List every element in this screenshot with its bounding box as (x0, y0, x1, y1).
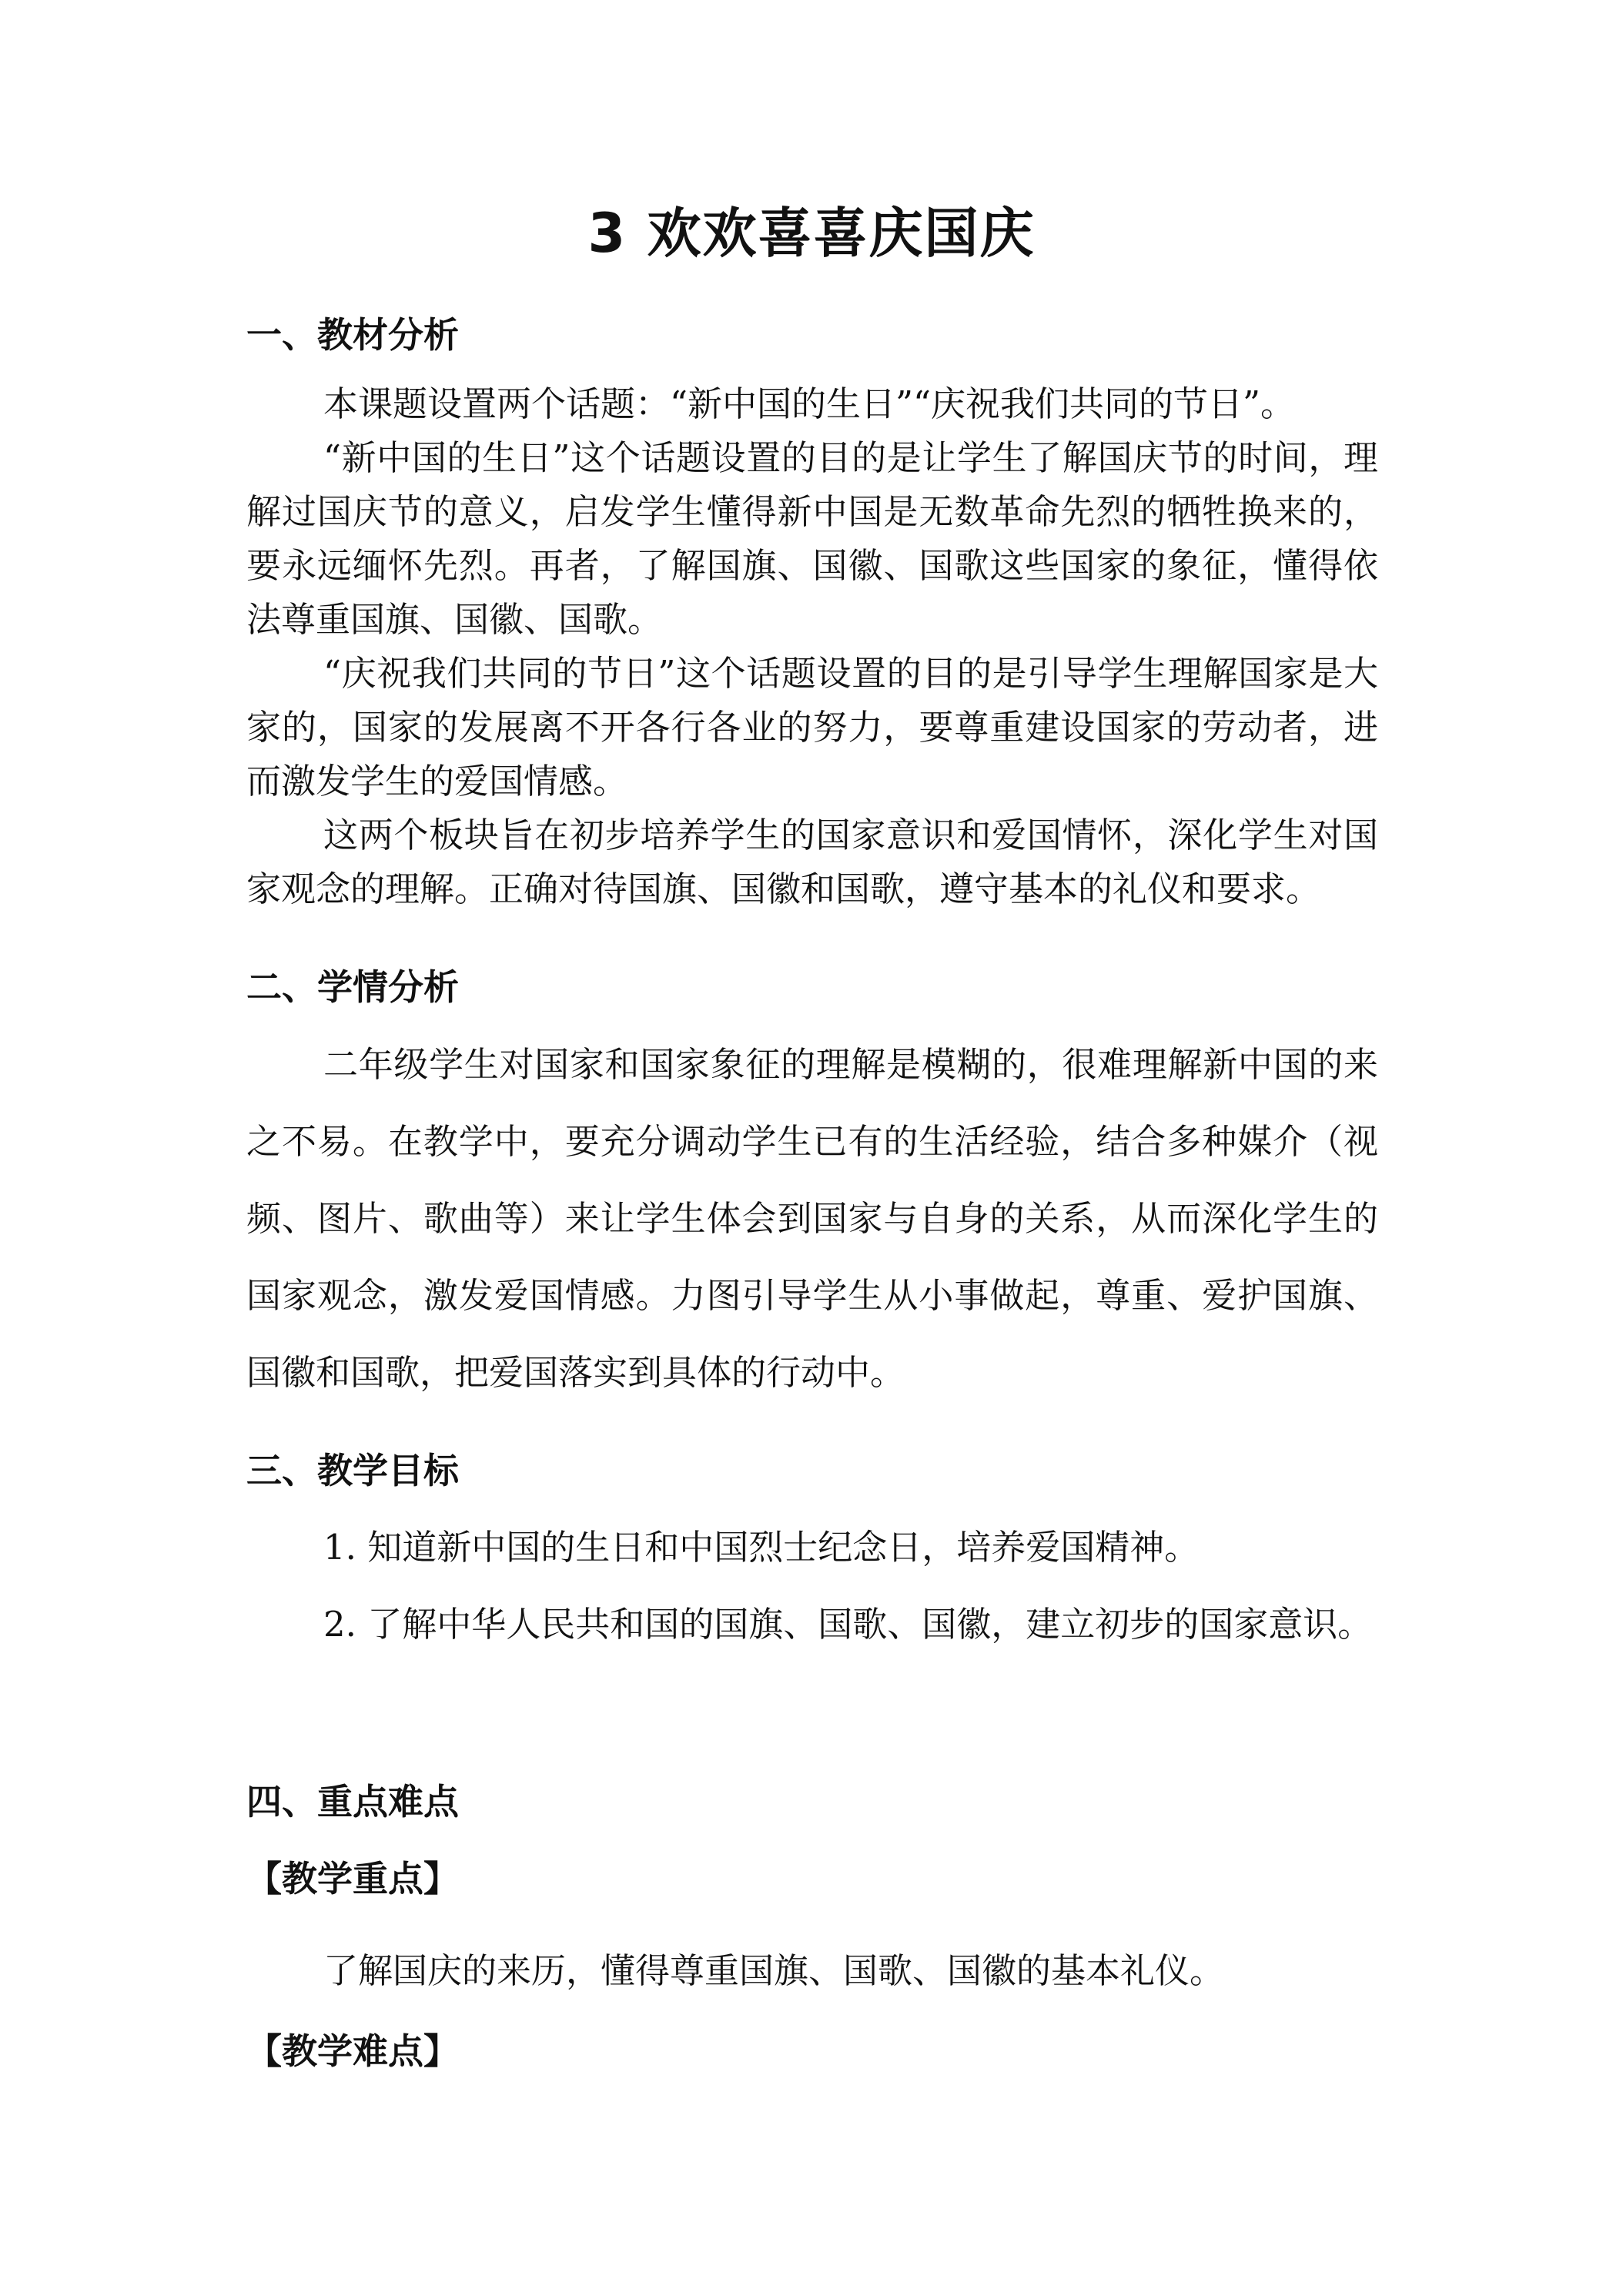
teaching-goal-1: 1. 知道新中国的生日和中国烈士纪念日，培养爱国精神。 (323, 1527, 1200, 1568)
paragraph: 本课题设置两个话题：“新中国的生日”“庆祝我们共同的节日”。 (323, 383, 1296, 424)
section-heading-learner-analysis: 二、学情分析 (246, 966, 459, 1008)
textbook-analysis-body (246, 377, 1378, 916)
learner-analysis-body: 二年级学生对国家和国家象征的理解是模糊的，很难理解新中国的来之不易。在教学中，要充分调动学生已有的生活经验，结合多种媒介（视频、图片、歌曲等）来让学生体会到国家与自身的关系，从而深化学生的国家观念，激发爱国情感。力图引导学生从小事做起，尊重、爱护国旗、国徽和国歌，把爱国落实到具体的行动中。 (246, 1044, 1378, 1393)
key-points-label: 【教学重点】 (246, 1858, 459, 1899)
paragraph: “新中国的生日”这个话题设置的目的是让学生了解国庆节的时间，理解过国庆节的意义，启发学生懂得新中国是无数革命先烈的牺牲换来的，要永远缅怀先烈。再者，了解国旗、国徽、国歌这些国家的象征，懂得依法尊重国旗、国徽、国歌。 (246, 437, 1378, 640)
paragraph: “庆祝我们共同的节日”这个话题设置的目的是引导学生理解国家是大家的，国家的发展离不开各行各业的努力，要尊重建设国家的劳动者，进而激发学生的爱国情感。 (246, 653, 1378, 802)
key-points-text: 了解国庆的来历，懂得尊重国旗、国歌、国徽的基本礼仪。 (323, 1950, 1225, 1991)
document-title: 3 欢欢喜喜庆国庆 (587, 202, 1036, 265)
paragraph: 这两个板块旨在初步培养学生的国家意识和爱国情怀，深化学生对国家观念的理解。正确对待国旗、国徽和国歌，遵守基本的礼仪和要求。 (246, 815, 1378, 909)
section-heading-key-difficult-points: 四、重点难点 (246, 1781, 459, 1822)
teaching-goal-2: 2. 了解中华人民共和国的国旗、国歌、国徽，建立初步的国家意识。 (323, 1604, 1373, 1645)
difficult-points-label: 【教学难点】 (246, 2030, 459, 2072)
section-heading-textbook-analysis: 一、教材分析 (246, 314, 459, 356)
section-heading-teaching-goals: 三、教学目标 (246, 1450, 459, 1491)
